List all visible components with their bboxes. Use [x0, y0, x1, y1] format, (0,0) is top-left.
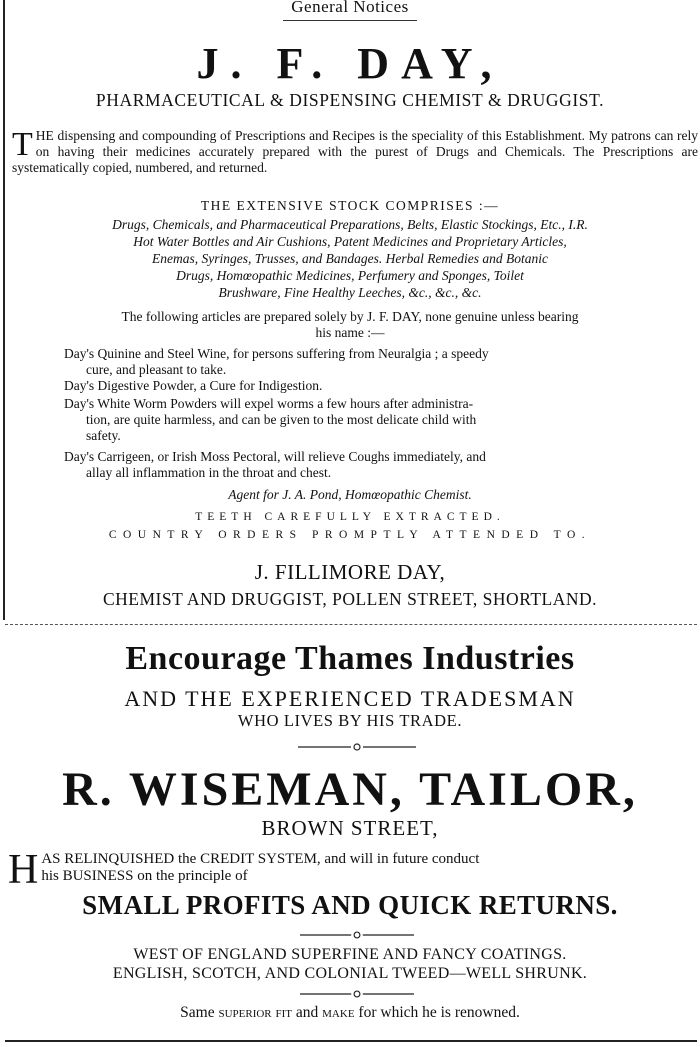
ornament-divider — [298, 741, 416, 753]
proprietor-address: CHEMIST AND DRUGGIST, POLLEN STREET, SHORTLAND. — [103, 589, 597, 609]
item-carrigeen: Day's Carrigeen, or Irish Moss Pectoral, will relieve Coughs immediately, and — [64, 449, 486, 464]
body-dropcap: H — [8, 847, 39, 893]
wiseman-slogan: SMALL PROFITS AND QUICK RETURNS. — [82, 890, 618, 920]
fit-word: for which he is renowned. — [358, 1004, 520, 1021]
stock-line: Enemas, Syringes, Trusses, and Bandages. Herbal Remedies and Botanic — [152, 251, 548, 266]
fit-word: superior fit — [218, 1004, 293, 1021]
ornament-divider — [300, 929, 414, 941]
fit-word: and — [295, 1004, 319, 1021]
day-ad-subtitle: PHARMACEUTICAL & DISPENSING CHEMIST & DRUGGIST. — [95, 90, 605, 110]
intro-dropcap: T — [12, 126, 33, 163]
header-underline — [283, 20, 417, 21]
proprietor-name: J. FILLIMORE DAY, — [254, 560, 446, 584]
agent-line: Agent for J. A. Pond, Homœopathic Chemist. — [228, 487, 472, 502]
stock-line: Drugs, Chemicals, and Pharmaceutical Preparations, Belts, Elastic Stockings, Etc., I.R. — [112, 217, 588, 232]
wiseman-name: R. WISEMAN, TAILOR, — [62, 763, 638, 816]
advert-divider — [5, 624, 697, 625]
item-worm-powders-cont: tion, are quite harmless, and can be given to the most delicate child with — [86, 412, 477, 427]
wiseman-subhead: AND THE EXPERIENCED TRADESMAN — [124, 686, 576, 711]
wiseman-headline: Encourage Thames Industries — [125, 640, 575, 677]
stock-heading: THE EXTENSIVE STOCK COMPRISES :— — [200, 198, 500, 213]
stock-line: Drugs, Homœopathic Medicines, Perfumery and Sponges, Toilet — [176, 268, 524, 283]
item-carrigeen-cont: allay all inflammation in the throat and chest. — [86, 465, 332, 480]
tweeds-line: ENGLISH, SCOTCH, AND COLONIAL TWEED—WELL SHRUNK. — [112, 965, 588, 982]
bottom-rule — [5, 1040, 697, 1042]
fit-word: Same — [180, 1004, 215, 1021]
section-header: General Notices — [291, 0, 409, 16]
fit-word: make — [322, 1004, 355, 1021]
prepared-line: The following articles are prepared solely by J. F. DAY, none genuine unless bearing — [121, 309, 579, 324]
wiseman-subhead-2: WHO LIVES BY HIS TRADE. — [237, 711, 463, 730]
body-line: his BUSINESS on the principle of — [41, 868, 248, 884]
item-worm-powders: Day's White Worm Powders will expel worms a few hours after administra- — [64, 396, 474, 411]
prepared-line: his name :— — [315, 325, 385, 340]
item-quinine-cont: cure, and pleasant to take. — [86, 362, 227, 377]
wiseman-street: BROWN STREET, — [261, 816, 439, 840]
item-worm-powders-cont: safety. — [86, 428, 121, 443]
day-ad-title: J. F. DAY, — [196, 39, 504, 88]
wiseman-body — [8, 847, 698, 893]
coatings-line: WEST OF ENGLAND SUPERFINE AND FANCY COATINGS. — [133, 946, 567, 963]
body-line: AS RELINQUISHED the CREDIT SYSTEM, and will in future conduct — [41, 851, 480, 867]
stock-line: Hot Water Bottles and Air Cushions, Patent Medicines and Proprietary Articles, — [133, 234, 567, 249]
fit-line — [0, 1004, 700, 1022]
teeth-line: TEETH CAREFULLY EXTRACTED. — [195, 511, 505, 523]
country-orders-line: COUNTRY ORDERS PROMPTLY ATTENDED TO. — [108, 529, 592, 541]
intro-text: HE dispensing and compounding of Prescriptions and Recipes is the speciality of this Establishment. My patrons can rely on having their medicines accurately prepared with the purest of Drugs and Chemicals. The Prescriptions are systematically copied, numbered, and returned. — [12, 128, 698, 175]
ornament-divider — [300, 988, 414, 1000]
item-quinine: Day's Quinine and Steel Wine, for persons suffering from Neuralgia ; a speedy — [64, 346, 489, 361]
day-ad-intro — [12, 128, 698, 176]
item-digestive: Day's Digestive Powder, a Cure for Indigestion. — [64, 378, 323, 393]
stock-line: Brushware, Fine Healthy Leeches, &c., &c., &c. — [218, 285, 482, 300]
